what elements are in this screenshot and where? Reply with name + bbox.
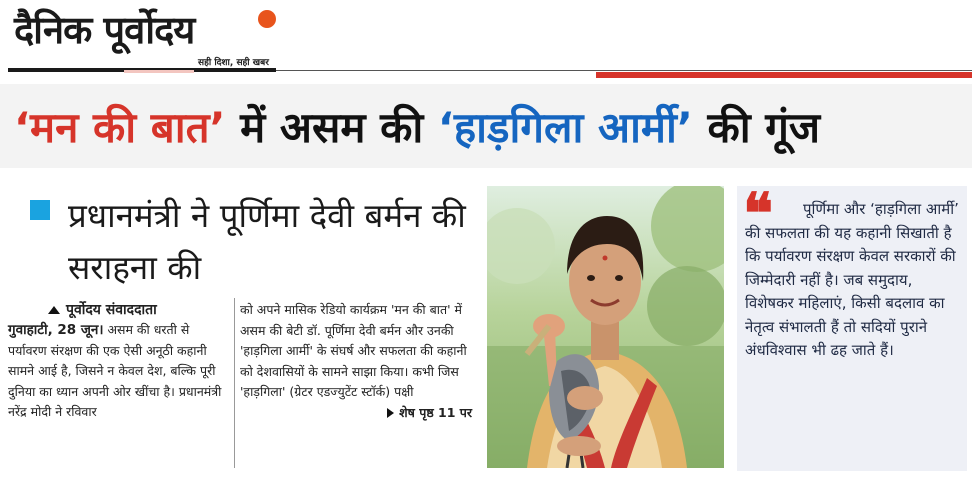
article-text-2: को अपने मासिक रेडियो कार्यक्रम 'मन की बात' में असम की बेटी डॉ. पूर्णिमा देवी बर्मन और उनकी 'हाड़गिला आर्मी' के संघर्ष और सफलता की कहानी को देशवासियों के सामने साझा किया। कभी जिस 'हाड़गिला' (ग्रेटर एडज्युटेंट स्टॉर्क) पक्षी	[240, 302, 467, 399]
headline-band	[0, 84, 972, 168]
masthead-mini-bar	[124, 70, 194, 73]
photo-illustration	[487, 186, 724, 468]
headline-part-4: की गूंज	[692, 103, 821, 152]
article-photo	[487, 186, 724, 468]
arrow-right-icon	[387, 408, 394, 418]
quote-mark-icon: ❝	[743, 181, 774, 247]
byline	[48, 300, 230, 320]
article-column-2	[240, 300, 472, 423]
newspaper-logo: दैनिक पूर्वोदय	[14, 8, 195, 52]
masthead	[0, 0, 972, 80]
article-column-1	[8, 300, 230, 423]
pull-quote-text: पूर्णिमा और ‘हाड़गिला आर्मी’ की सफलता की यह कहानी सिखाती है कि पर्यावरण संरक्षण केवल सरकारों की जिम्मेदारी नहीं है। जब समुदाय, विशेषकर महिलाएं, किसी बदलाव का नेतृत्व संभालती हैं तो सदियों पुराने अंधविश्वास भी ढह जाते हैं।	[745, 200, 959, 359]
article-paragraph-1	[8, 320, 230, 423]
dateline: गुवाहाटी, 28 जून।	[8, 322, 104, 338]
headline-part-2: में असम की	[225, 103, 438, 152]
pull-quote-box	[737, 181, 967, 471]
headline-part-1: ‘मन की बात’	[14, 103, 226, 152]
subheadline-text: प्रधानमंत्री ने पूर्णिमा देवी बर्मन की सराहना की	[68, 196, 466, 287]
masthead-rule-thin	[276, 70, 972, 71]
headline	[14, 102, 820, 154]
continued-text: शेष पृष्ठ 11 पर	[399, 404, 472, 420]
byline-text: पूर्वोदय संवाददाता	[66, 302, 157, 318]
masthead-rule-red	[596, 72, 972, 78]
column-divider	[234, 298, 235, 468]
continued-link[interactable]	[240, 403, 472, 424]
article-text-1: असम की धरती से पर्यावरण संरक्षण की एक ऐसी अनूठी कहानी सामने आई है, जिसने न केवल देश, बल्कि पूरी दुनिया का ध्यान अपनी ओर खींचा है। प्रधानमंत्री नरेंद्र मोदी ने रविवार	[8, 322, 222, 419]
headline-part-3: ‘हाड़गिला आर्मी’	[437, 103, 693, 152]
tagline: सही दिशा, सही खबर	[198, 58, 269, 68]
triangle-up-icon	[48, 306, 60, 314]
square-bullet-icon	[30, 200, 50, 220]
logo-dot-icon	[258, 10, 276, 28]
